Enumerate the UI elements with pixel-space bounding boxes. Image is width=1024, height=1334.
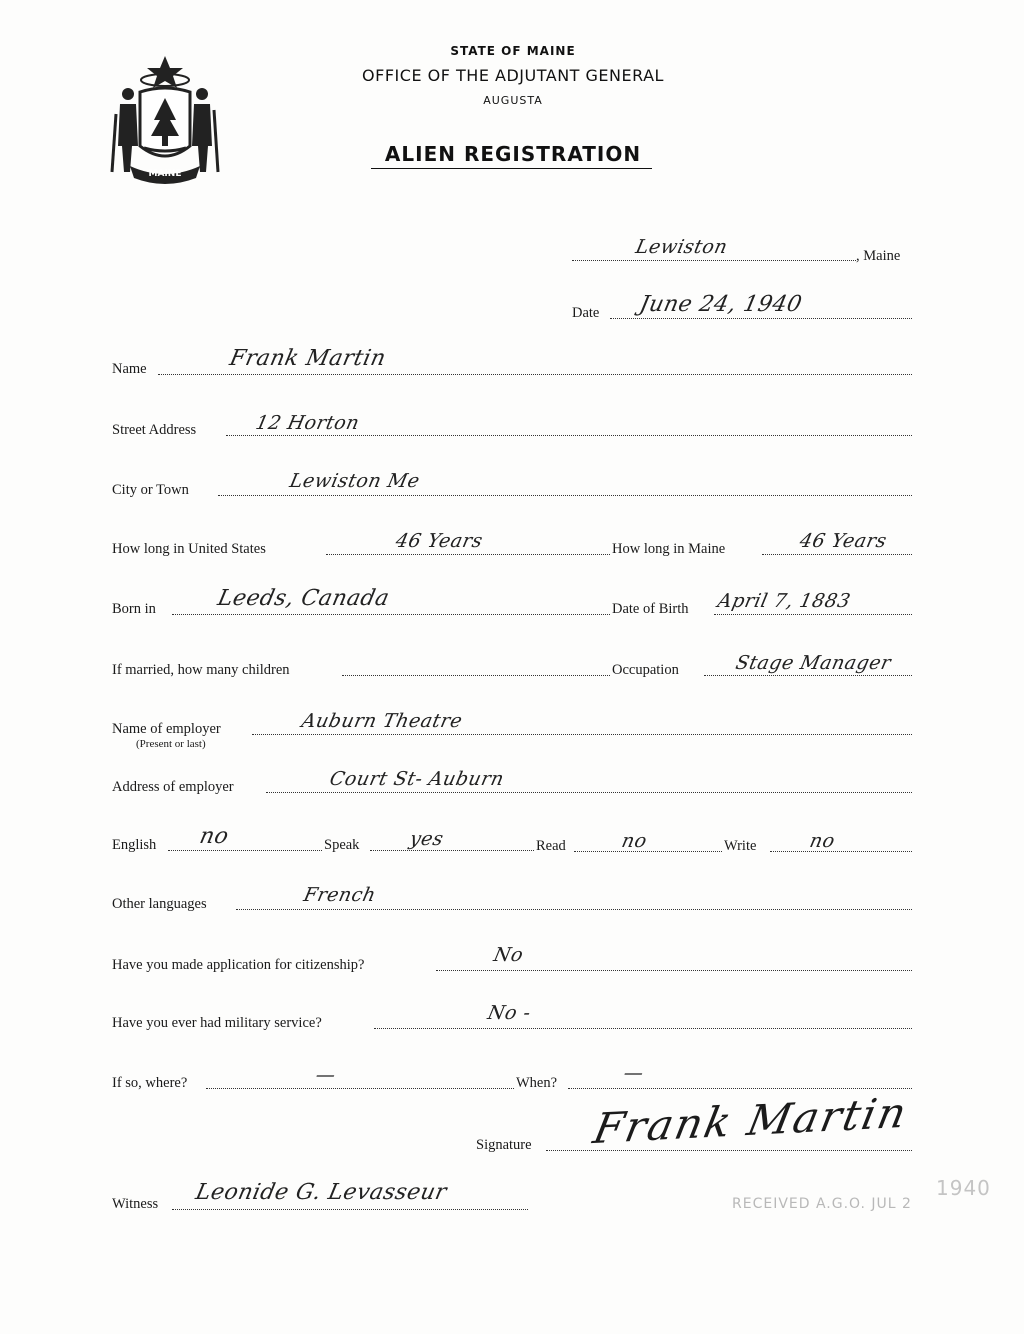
employer-name-value: Auburn Theatre xyxy=(299,710,465,732)
read-value: no xyxy=(619,830,650,852)
employer-name-line xyxy=(252,734,912,735)
form-title: ALIEN REGISTRATION xyxy=(384,142,642,166)
date-label: Date xyxy=(572,305,600,321)
occupation-label: Occupation xyxy=(612,662,679,678)
how-long-us-line xyxy=(326,554,610,555)
read-label: Read xyxy=(536,838,566,854)
name-label: Name xyxy=(112,361,147,377)
location-value: Lewiston xyxy=(633,236,730,258)
how-long-maine-line xyxy=(762,554,912,555)
citizenship-label: Have you made application for citizenship? xyxy=(112,957,365,973)
header-city: AUGUSTA xyxy=(483,94,543,107)
date-of-birth-value: April 7, 1883 xyxy=(715,590,853,612)
header-office: OFFICE OF THE ADJUTANT GENERAL xyxy=(362,66,664,85)
when-label: When? xyxy=(516,1075,558,1091)
when-value: — xyxy=(621,1062,646,1084)
date-of-birth-line xyxy=(714,614,912,615)
how-long-maine-label: How long in Maine xyxy=(612,541,726,557)
born-in-line xyxy=(172,614,610,615)
city-line xyxy=(218,495,912,496)
where-line xyxy=(206,1088,514,1089)
employer-address-value: Court St- Auburn xyxy=(327,768,507,790)
other-languages-label: Other languages xyxy=(112,896,207,912)
english-label: English xyxy=(112,837,157,853)
witness-value: Leonide G. Levasseur xyxy=(193,1180,450,1205)
english-value: no xyxy=(197,824,232,849)
title-underline xyxy=(371,168,652,169)
date-value: June 24, 1940 xyxy=(637,292,805,317)
write-line xyxy=(770,851,912,852)
employer-name-label: Name of employer xyxy=(112,721,221,737)
employer-address-label: Address of employer xyxy=(112,779,234,795)
speak-label: Speak xyxy=(324,837,360,853)
employer-name-sublabel: (Present or last) xyxy=(136,738,206,750)
occupation-value: Stage Manager xyxy=(733,652,894,674)
military-label: Have you ever had military service? xyxy=(112,1015,322,1031)
signature-label: Signature xyxy=(476,1137,532,1153)
employer-address-line xyxy=(266,792,912,793)
street-address-value: 12 Horton xyxy=(253,412,362,434)
name-value: Frank Martin xyxy=(227,346,389,371)
children-line xyxy=(342,675,610,676)
born-in-value: Leeds, Canada xyxy=(215,586,392,611)
occupation-line xyxy=(704,675,912,676)
location-line xyxy=(572,260,856,261)
when-line xyxy=(568,1088,912,1089)
street-address-label: Street Address xyxy=(112,422,197,438)
witness-line xyxy=(172,1209,528,1210)
how-long-us-label: How long in United States xyxy=(112,541,266,557)
write-label: Write xyxy=(724,838,757,854)
military-value: No - xyxy=(485,1002,533,1024)
children-label: If married, how many children xyxy=(112,662,290,678)
other-languages-value: French xyxy=(301,884,378,906)
header-state: STATE OF MAINE xyxy=(450,44,576,58)
signature-value: Frank Martin xyxy=(589,1087,913,1154)
born-in-label: Born in xyxy=(112,601,156,617)
how-long-maine-value: 46 Years xyxy=(797,530,889,552)
read-line xyxy=(574,851,722,852)
where-label: If so, where? xyxy=(112,1075,188,1091)
military-line xyxy=(374,1028,912,1029)
witness-label: Witness xyxy=(112,1196,159,1212)
where-value: — xyxy=(313,1064,338,1086)
write-value: no xyxy=(807,830,838,852)
citizenship-line xyxy=(436,970,912,971)
received-stamp: RECEIVED A.G.O. JUL 2 xyxy=(732,1196,912,1212)
speak-value: yes xyxy=(407,828,446,850)
street-address-line xyxy=(226,435,912,436)
english-line xyxy=(168,850,322,851)
city-value: Lewiston Me xyxy=(287,470,422,492)
citizenship-value: No xyxy=(491,944,526,966)
other-languages-line xyxy=(236,909,912,910)
speak-line xyxy=(370,850,534,851)
how-long-us-value: 46 Years xyxy=(393,530,485,552)
date-of-birth-label: Date of Birth xyxy=(612,601,689,617)
received-stamp-year: 1940 xyxy=(936,1176,991,1200)
name-line xyxy=(158,374,912,375)
location-suffix: , Maine xyxy=(856,248,901,264)
svg-text:MAINE: MAINE xyxy=(148,169,182,179)
city-label: City or Town xyxy=(112,482,189,498)
date-line xyxy=(610,318,912,319)
state-seal-icon xyxy=(110,54,220,184)
